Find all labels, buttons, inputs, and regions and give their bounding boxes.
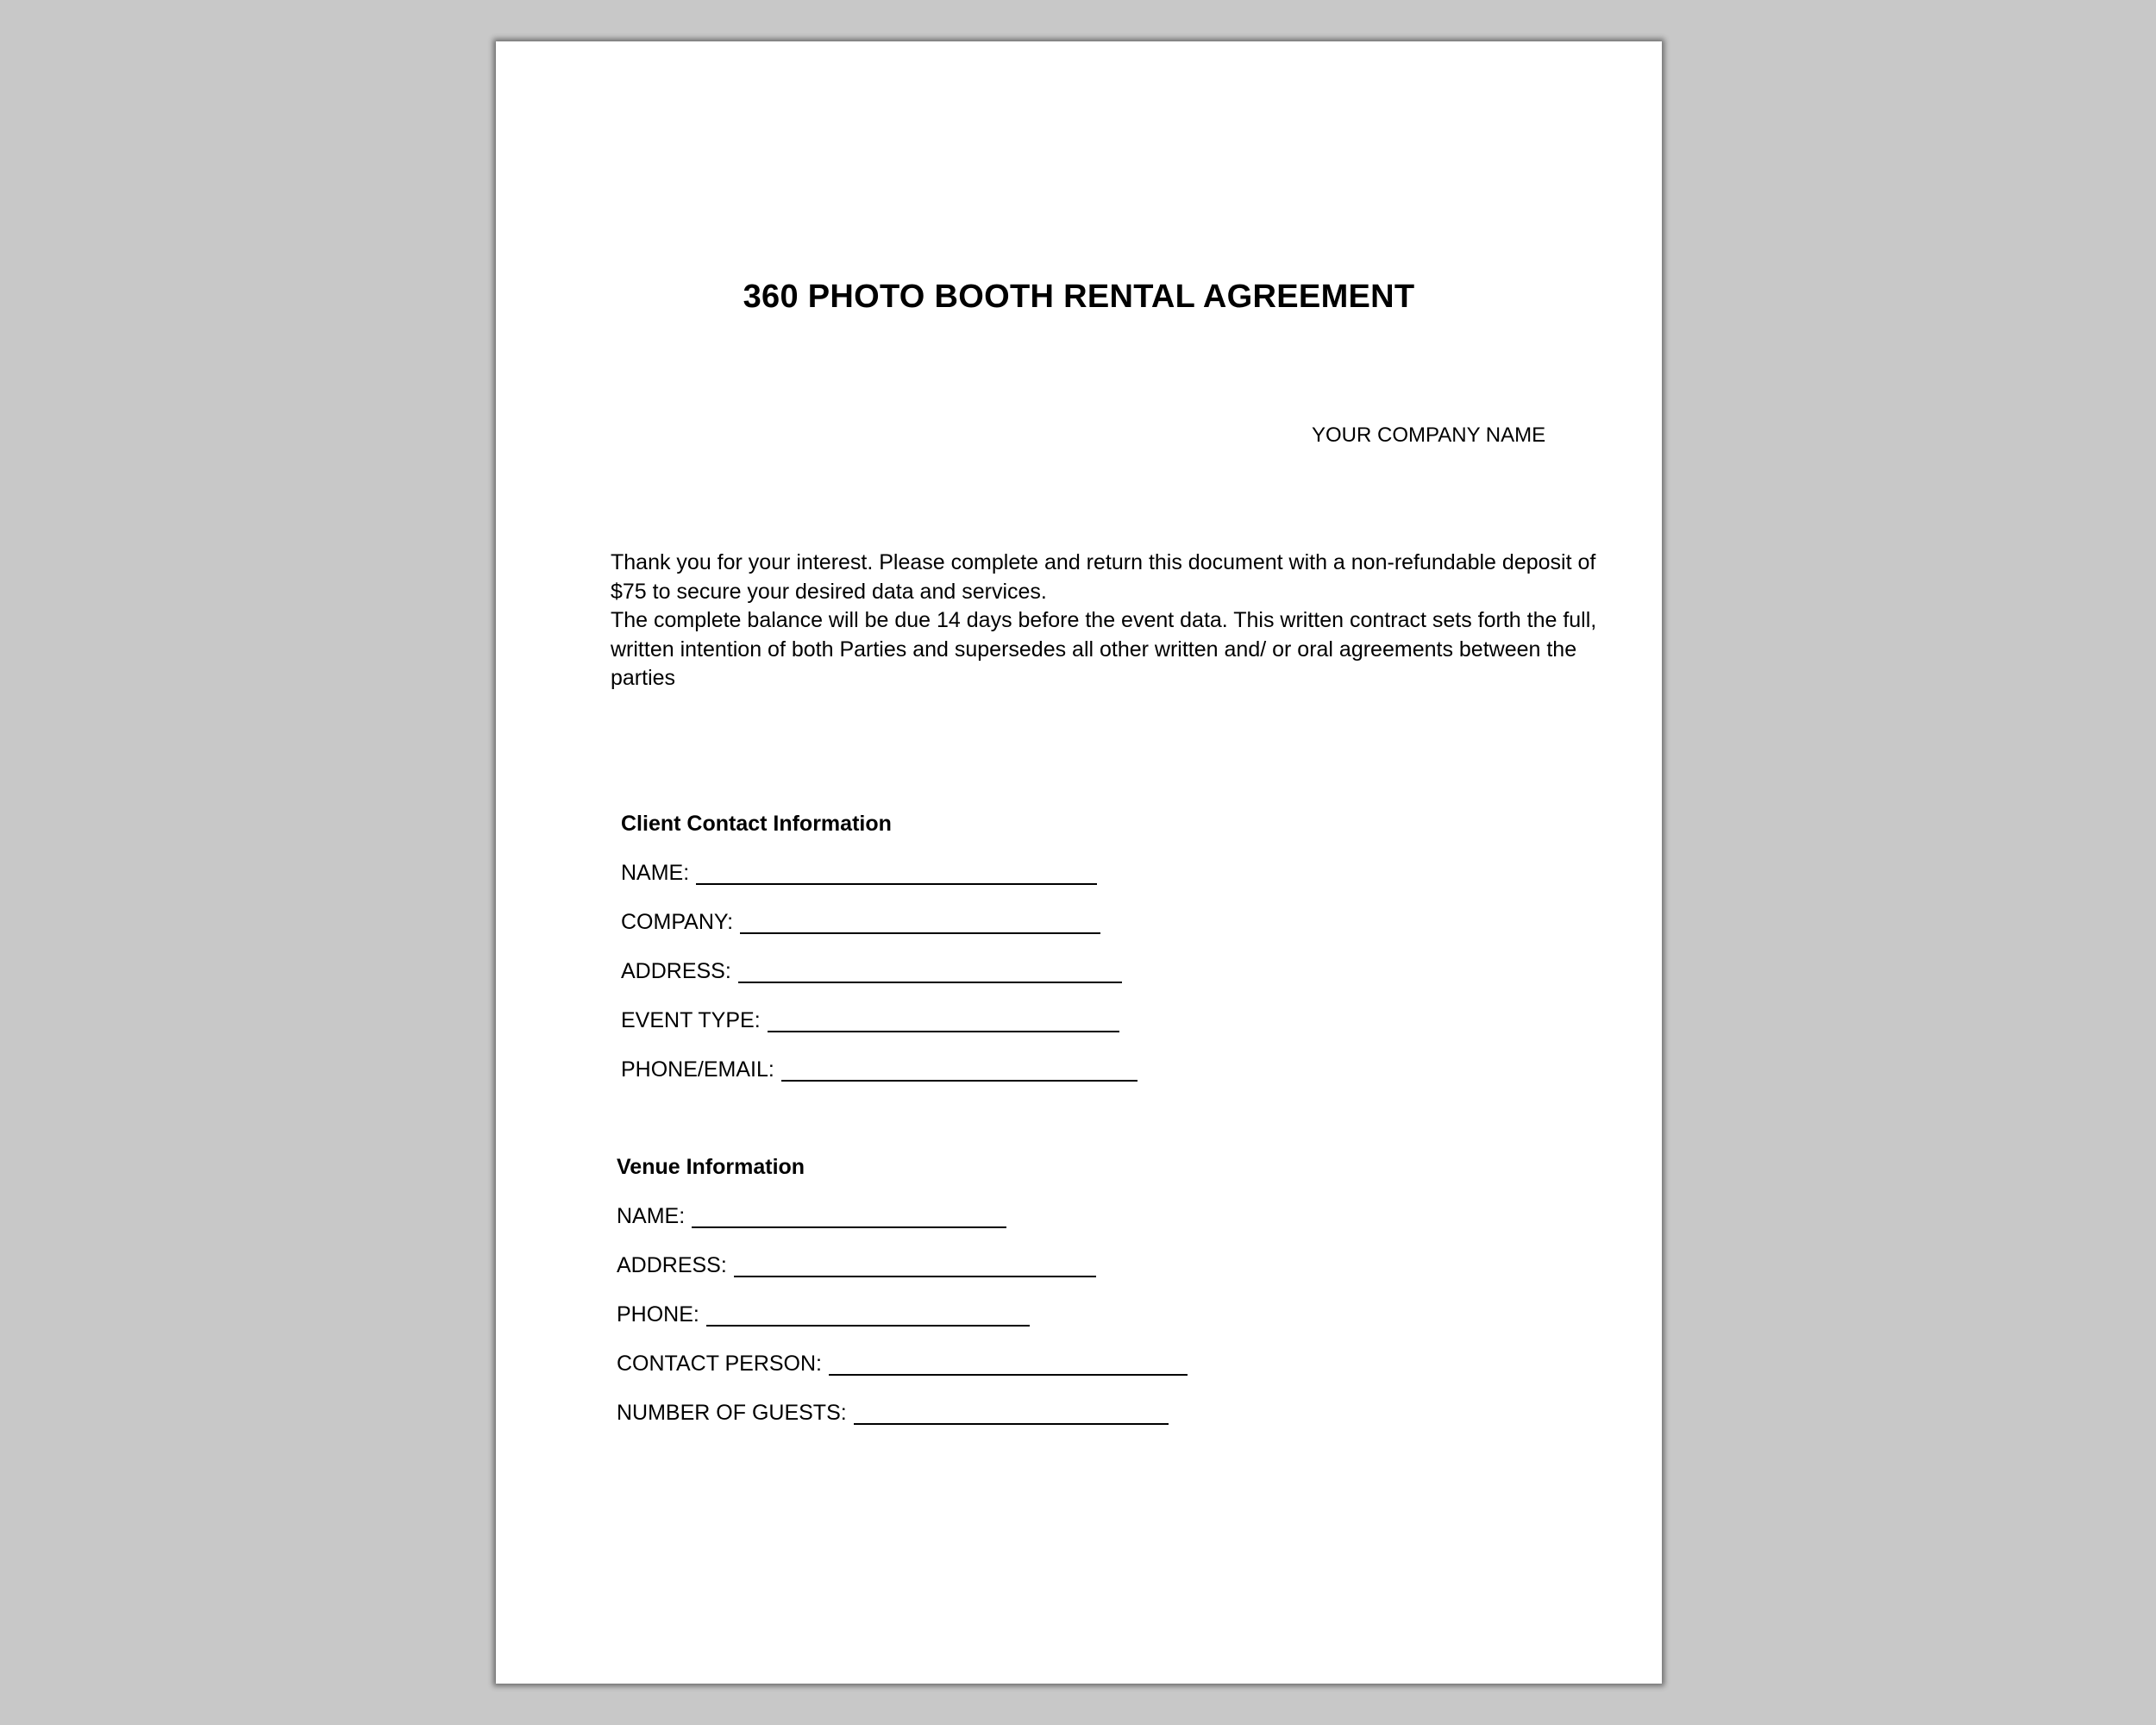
client-name-label: NAME: bbox=[621, 861, 690, 885]
venue-phone-line[interactable] bbox=[706, 1302, 1030, 1327]
venue-contact-person-field bbox=[617, 1351, 1188, 1400]
client-phone-email-label: PHONE/EMAIL: bbox=[621, 1057, 774, 1082]
venue-guests-field bbox=[617, 1400, 1188, 1449]
intro-paragraph-2: The complete balance will be due 14 days before the event data. This written contract sets forth the full, written intention of both Parties and supersedes all other written and/ or oral agreements between the parties bbox=[611, 608, 1597, 690]
venue-guests-line[interactable] bbox=[854, 1400, 1169, 1425]
client-address-line[interactable] bbox=[738, 958, 1122, 983]
venue-heading: Venue Information bbox=[617, 1155, 805, 1179]
client-contact-section bbox=[621, 811, 1138, 1106]
client-phone-email-field bbox=[621, 1057, 1138, 1106]
client-event-type-field bbox=[621, 1007, 1138, 1057]
venue-section bbox=[617, 1154, 1188, 1449]
client-address-label: ADDRESS: bbox=[621, 959, 731, 983]
client-event-type-line[interactable] bbox=[768, 1007, 1119, 1032]
client-contact-heading: Client Contact Information bbox=[621, 812, 892, 836]
client-name-line[interactable] bbox=[696, 860, 1097, 885]
venue-contact-person-line[interactable] bbox=[829, 1351, 1188, 1376]
venue-phone-field bbox=[617, 1302, 1188, 1351]
company-name: YOUR COMPANY NAME bbox=[1312, 423, 1546, 447]
client-company-field bbox=[621, 909, 1138, 958]
venue-guests-label: NUMBER OF GUESTS: bbox=[617, 1401, 847, 1425]
venue-name-label: NAME: bbox=[617, 1204, 686, 1228]
intro-paragraph-1: Thank you for your interest. Please complete and return this document with a non-refundable deposit of $75 to secure your desired data and services. bbox=[611, 550, 1596, 604]
document-page bbox=[496, 41, 1662, 1684]
venue-name-field bbox=[617, 1203, 1188, 1252]
intro-text bbox=[611, 549, 1602, 693]
client-name-field bbox=[621, 860, 1138, 909]
client-address-field bbox=[621, 958, 1138, 1007]
venue-phone-label: PHONE: bbox=[617, 1302, 699, 1327]
client-company-line[interactable] bbox=[740, 909, 1100, 934]
document-title: 360 PHOTO BOOTH RENTAL AGREEMENT bbox=[743, 279, 1415, 315]
venue-address-label: ADDRESS: bbox=[617, 1253, 727, 1277]
venue-address-field bbox=[617, 1252, 1188, 1302]
client-event-type-label: EVENT TYPE: bbox=[621, 1008, 761, 1032]
venue-contact-person-label: CONTACT PERSON: bbox=[617, 1352, 822, 1376]
client-company-label: COMPANY: bbox=[621, 910, 734, 934]
venue-name-line[interactable] bbox=[692, 1203, 1006, 1228]
venue-address-line[interactable] bbox=[734, 1252, 1096, 1277]
client-phone-email-line[interactable] bbox=[781, 1057, 1138, 1082]
